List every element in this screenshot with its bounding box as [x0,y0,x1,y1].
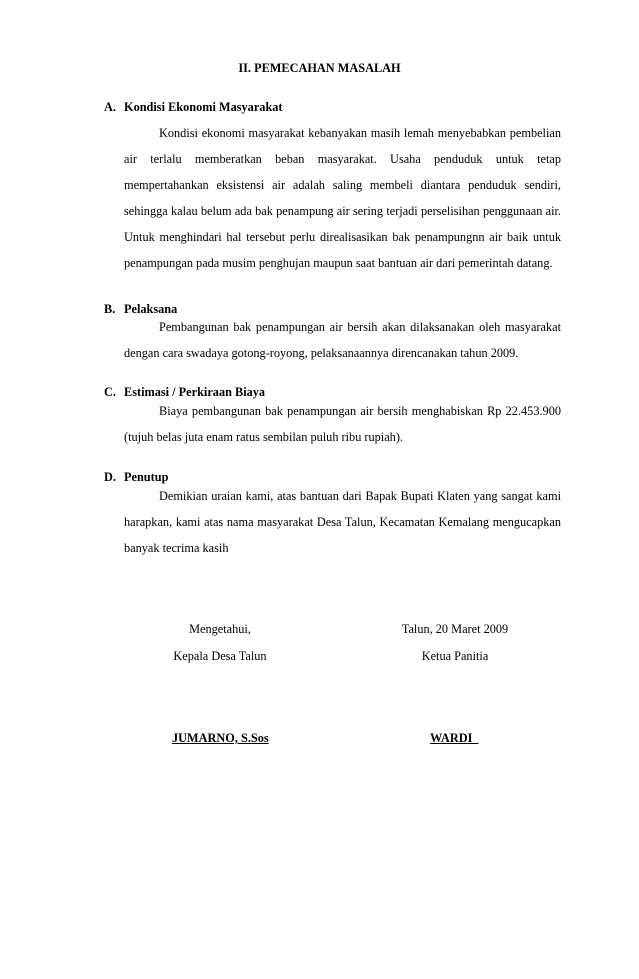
signature-right-line1: Talun, 20 Maret 2009 [401,622,509,636]
section-body-c: Biaya pembangunan bak penampungan air bersih menghabiskan Rp 22.453.900 (tujuh belas juta enam ratus sembilan puluh ribu rupiah). [124,404,561,444]
section-letter: D. [104,470,116,484]
signature-left-line1: Mengetahui, [189,622,251,636]
section-letter: C. [104,385,116,399]
section-title: Pelaksana [124,302,178,316]
section-title: Penutup [124,470,169,484]
section-heading-a [104,100,283,115]
signature-right [375,616,535,670]
page-title: II. PEMECAHAN MASALAH [238,61,401,75]
section-body-d: Demikian uraian kami, atas bantuan dari Bapak Bupati Klaten yang sangat kami harapkan, kami atas nama masyarakat Desa Talun, Kecamatan Kemalang mengucapkan banyak tecrima kasih [124,489,561,555]
signature-left-line2: Kepala Desa Talun [173,649,267,663]
section-body-b: Pembangunan bak penampungan air bersih akan dilaksanakan oleh masyarakat dengan cara swadaya gotong-royong, pelaksanaannya direncanakan tahun 2009. [124,320,561,360]
section-body-a: Kondisi ekonomi masyarakat kebanyakan masih lemah menyebabkan pembelian air terlalu memberatkan beban masyarakat. Usaha penduduk untuk tetap mempertahankan eksistensi air adalah saling membeli diantara penduduk sendiri, sehingga kalau belum ada bak penampung air sering terjadi perselisihan penggunaan air. Untuk menghindari hal tersebut perlu direalisasikan bak penampungnn air baik untuk penampungan pada musim penghujan maupun saat bantuan air dari pemerintah datang. [124,126,561,270]
signature-right-line2: Ketua Panitia [421,649,489,663]
section-letter: B. [104,302,116,316]
signature-right-name: WARDI [430,731,479,745]
section-letter: A. [104,100,116,114]
section-title: Estimasi / Perkiraan Biaya [124,385,266,399]
signature-left [140,616,300,670]
section-title: Kondisi Ekonomi Masyarakat [124,100,283,114]
signature-left-name: JUMARNO, S.Sos [172,731,269,745]
